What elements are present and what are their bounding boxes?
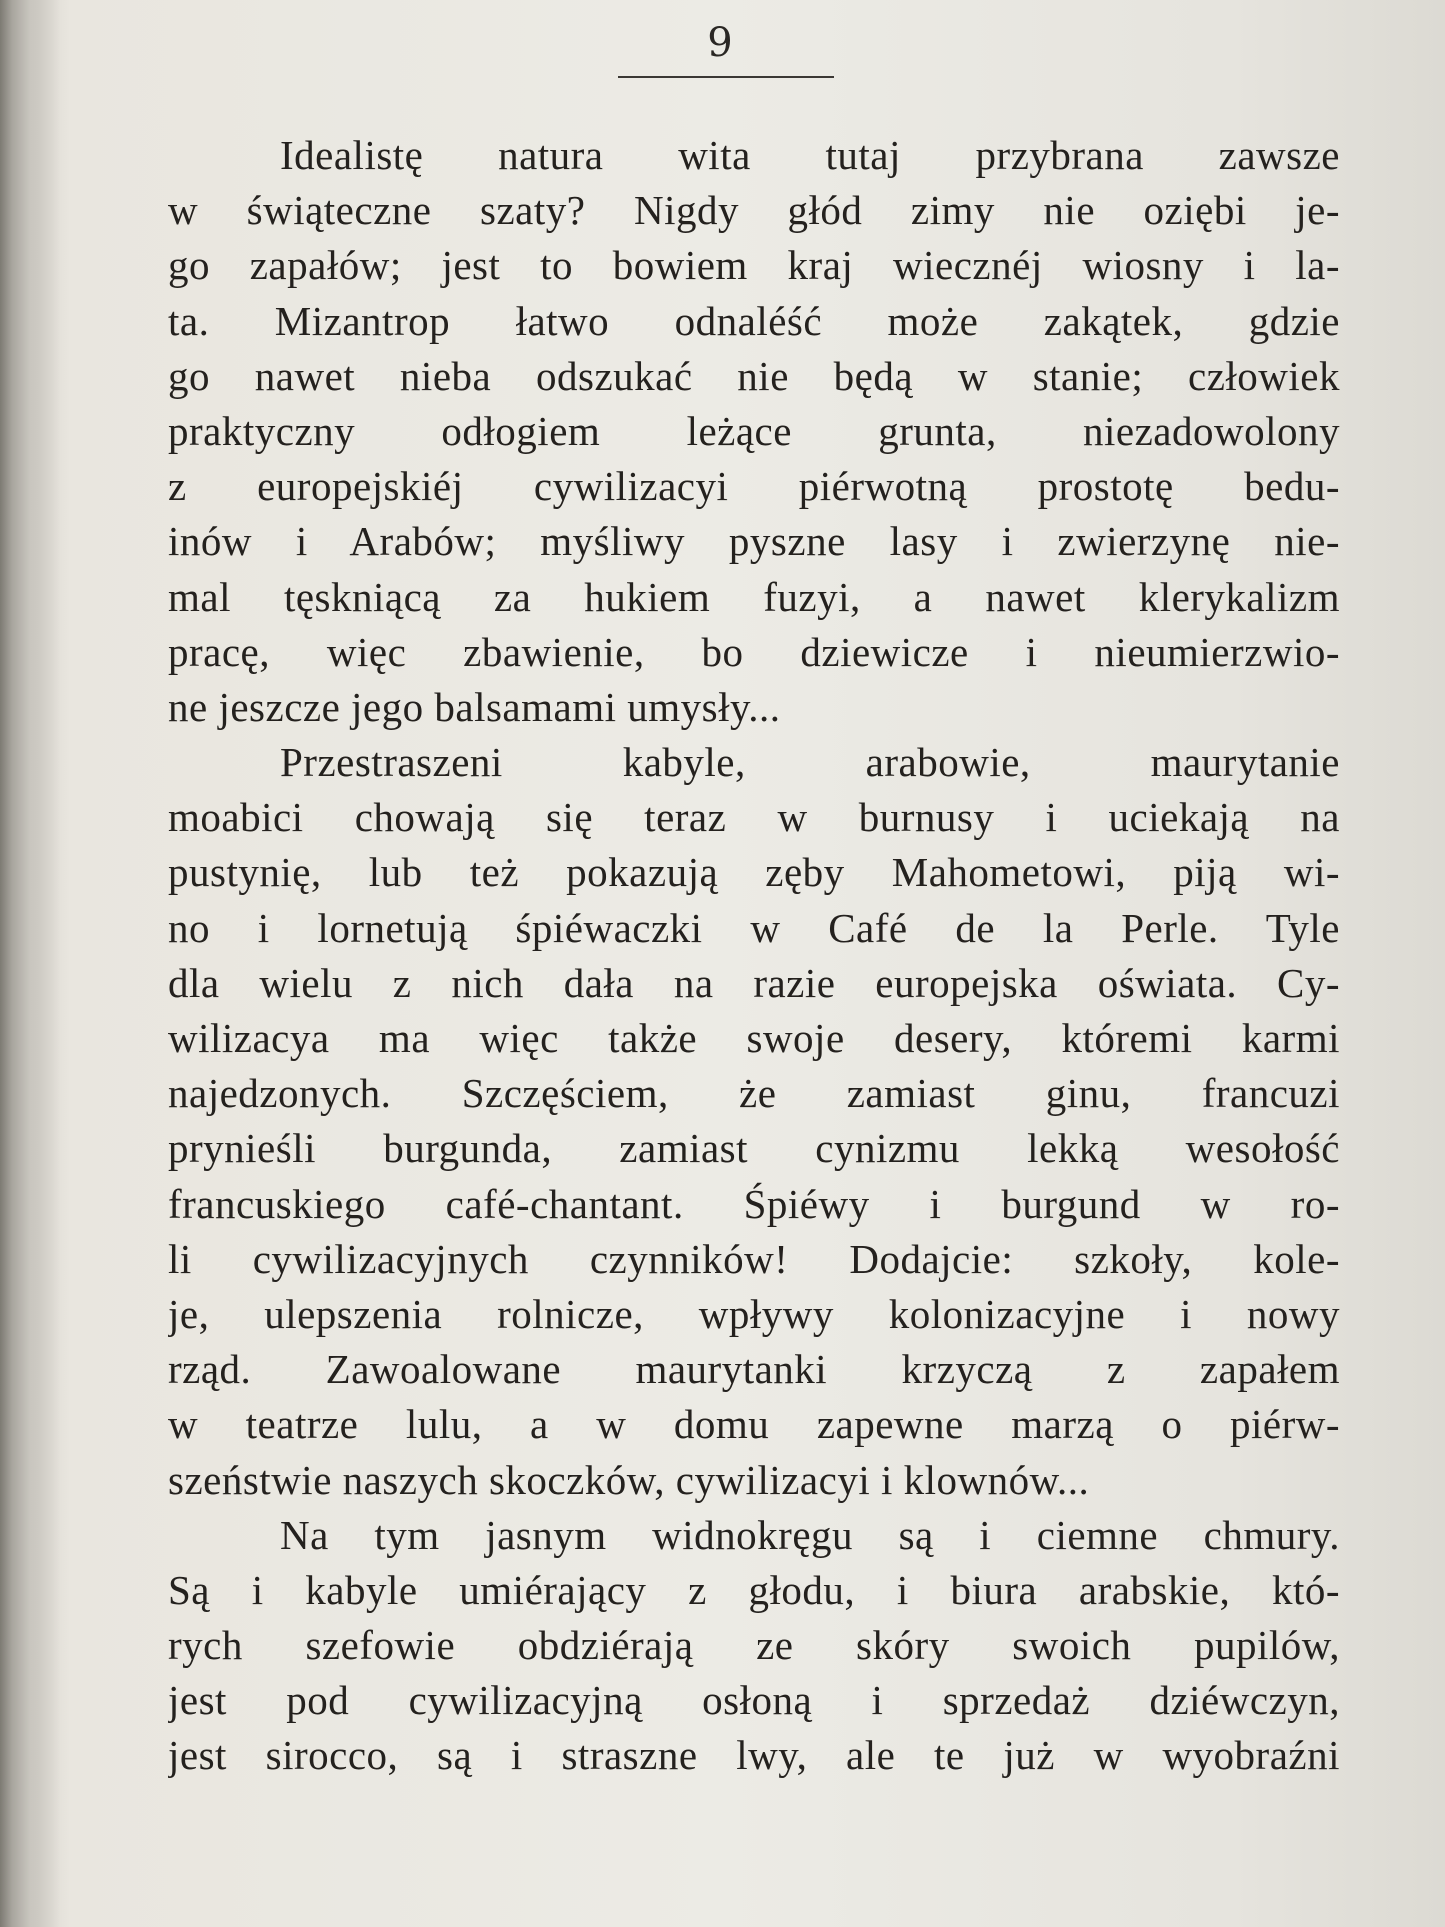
paragraph-1	[168, 128, 1340, 735]
text-line: z europejskiéj cywilizacyi piérwotną prostotę bedu-	[168, 463, 1340, 510]
text-line: pustynię, lub też pokazują zęby Mahometowi, piją wi-	[168, 849, 1340, 896]
header-rule	[618, 76, 834, 78]
page-number: 9	[707, 20, 733, 66]
text-line: no i lornetują śpiéwaczki w Café de la Perle. Tyle	[168, 904, 1340, 951]
text-line: w świąteczne szaty? Nigdy głód zimy nie oziębi je-	[168, 187, 1340, 234]
text-line: go zapałów; jest to bowiem kraj wiecznéj wiosny i la-	[168, 242, 1340, 289]
text-line: ta. Mizantrop łatwo odnaléść może zakątek, gdzie	[168, 297, 1340, 344]
text-line: francuskiego café-chantant. Śpiéwy i burgund w ro-	[168, 1180, 1340, 1227]
paragraph-3	[168, 1508, 1340, 1784]
text-line: praktyczny odłogiem leżące grunta, niezadowolony	[168, 407, 1340, 454]
text-line: Na tym jasnym widnokręgu są i ciemne chmury.	[280, 1511, 1340, 1558]
text-line: go nawet nieba odszukać nie będą w stanie; człowiek	[168, 352, 1340, 399]
text-line: szeństwie naszych skoczków, cywilizacyi i klownów...	[168, 1456, 1090, 1503]
text-line: Idealistę natura wita tutaj przybrana zawsze	[280, 132, 1340, 178]
text-line: wilizacya ma więc także swoje desery, któremi karmi	[168, 1015, 1340, 1061]
body-text	[168, 128, 1340, 1784]
text-line: prynieśli burgunda, zamiast cynizmu lekką wesołość	[168, 1125, 1340, 1172]
text-line: rych szefowie obdziérają ze skóry swoich pupilów,	[168, 1622, 1340, 1669]
text-line: ne jeszcze jego balsamami umysły...	[168, 683, 781, 730]
book-gutter-shadow	[0, 0, 60, 1927]
text-line: rząd. Zawoalowane maurytanki krzyczą z zapałem	[168, 1346, 1340, 1393]
text-line: je, ulepszenia rolnicze, wpływy kolonizacyjne i nowy	[168, 1290, 1340, 1337]
text-line: li cywilizacyjnych czynników! Dodajcie: szkoły, kole-	[168, 1235, 1340, 1282]
text-line: dla wielu z nich dała na razie europejska oświata. Cy-	[168, 959, 1340, 1006]
text-line: moabici chowają się teraz w burnusy i uciekają na	[168, 794, 1340, 841]
text-line: jest sirocco, są i straszne lwy, ale te już w wyobraźni	[168, 1732, 1340, 1779]
text-line: jest pod cywilizacyjną osłoną i sprzedaż dziéwczyn,	[168, 1677, 1340, 1724]
text-line: najedzonych. Szczęściem, że zamiast ginu, francuzi	[168, 1070, 1340, 1117]
text-line: Są i kabyle umiérający z głodu, i biura arabskie, któ-	[168, 1566, 1340, 1613]
text-line: w teatrze lulu, a w domu zapewne marzą o piérw-	[168, 1401, 1340, 1448]
text-line: Przestraszeni kabyle, arabowie, maurytanie	[280, 739, 1340, 786]
text-line: inów i Arabów; myśliwy pyszne lasy i zwierzynę nie-	[168, 518, 1340, 565]
paragraph-2	[168, 735, 1340, 1508]
text-line: mal tęskniącą za hukiem fuzyi, a nawet klerykalizm	[168, 573, 1340, 620]
text-line: pracę, więc zbawienie, bo dziewicze i nieumierzwio-	[168, 628, 1340, 675]
